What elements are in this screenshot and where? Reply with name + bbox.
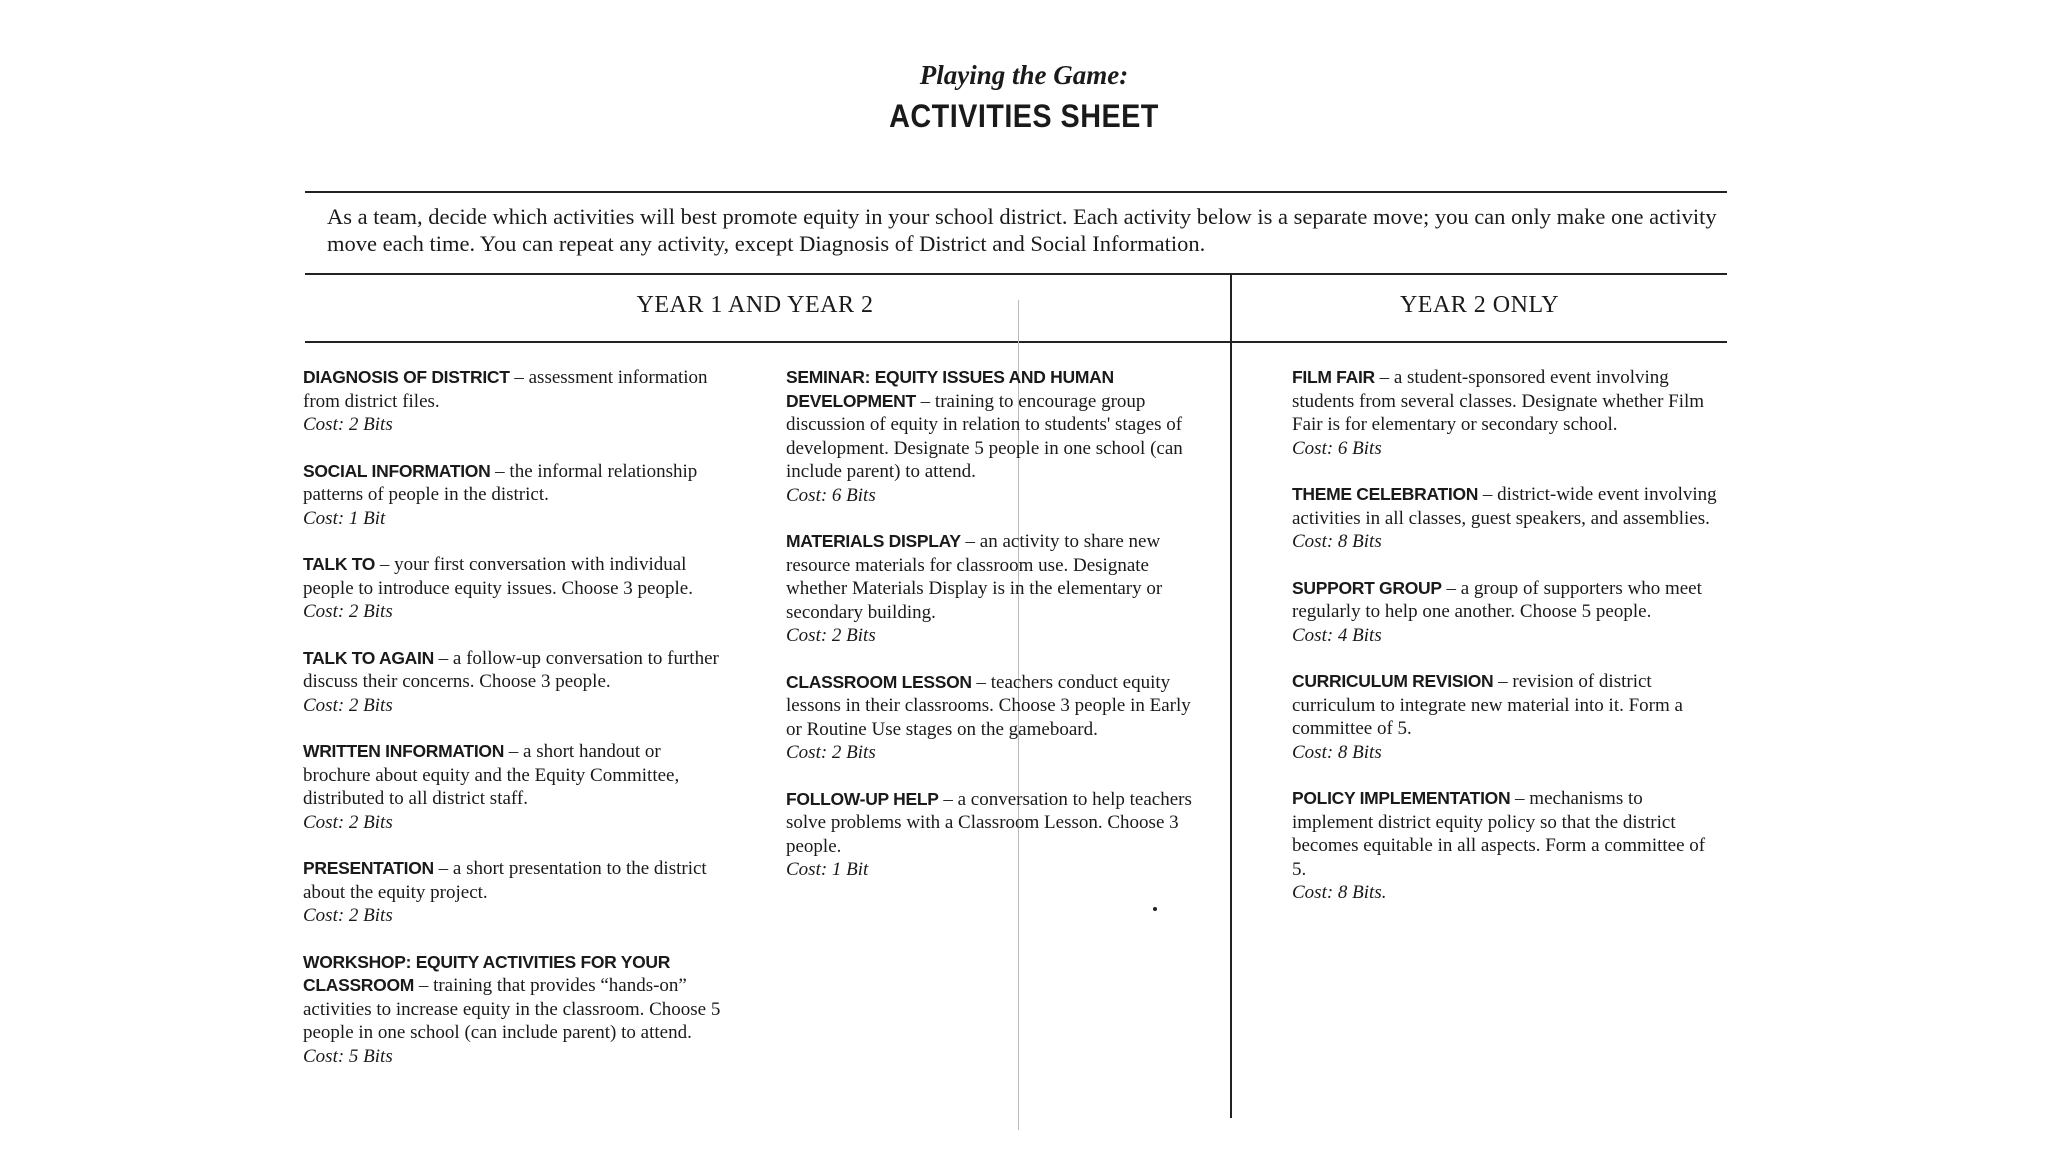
- activity-name: FILM FAIR: [1292, 367, 1375, 387]
- activity-name: CLASSROOM LESSON: [786, 671, 972, 692]
- activity-name: SEMINAR: EQUITY ISSUES AND HUMAN DEVELOPMENT: [786, 367, 1114, 411]
- activity-name: MATERIALS DISPLAY: [786, 531, 961, 551]
- activity-cost: Cost: 2 Bits: [303, 414, 393, 435]
- activity-item: POLICY IMPLEMENTATION – mechanisms to implement district equity policy so that the district becomes equitable in all aspects. Form a committee of 5. Cost: 8 Bits.: [1292, 787, 1722, 905]
- activity-cost: Cost: 6 Bits: [786, 484, 876, 506]
- activity-name: SOCIAL INFORMATION: [303, 460, 491, 481]
- column-3: [1292, 366, 1722, 928]
- activity-name: TALK TO AGAIN: [303, 647, 434, 668]
- activity-name: TALK TO: [303, 554, 376, 574]
- activity-description: revision of district curriculum to integrate new material into it. Form a committee of 5.: [1292, 671, 1683, 739]
- activity-name: THEME CELEBRATION: [1292, 484, 1479, 504]
- activity-description: mechanisms to implement district equity policy so that the district becomes equitable in all aspects. Form a committee of 5.: [1292, 788, 1706, 880]
- activity-item: DIAGNOSIS OF DISTRICT – assessment information from district files. Cost: 2 Bits: [303, 366, 733, 437]
- activity-description: a student-sponsored event involving students from several classes. Designate whether Film Fair is for elementary or secondary school.: [1292, 367, 1705, 435]
- activity-description: training that provides “hands-on” activities to increase equity in the classroom. Choose 5 people in one school (can include parent) to attend.: [303, 975, 721, 1043]
- activity-name: FOLLOW-UP HELP: [786, 788, 939, 809]
- activity-cost: Cost: 8 Bits: [1292, 531, 1382, 552]
- activity-cost: Cost: 1 Bit: [303, 507, 386, 529]
- activity-item: SOCIAL INFORMATION – the informal relationship patterns of people in the district. Cost: 1 Bit: [303, 460, 733, 531]
- activity-description: your first conversation with individual people to introduce equity issues. Choose 3 people.: [303, 554, 693, 599]
- activity-item: FOLLOW-UP HELP – a conversation to help teachers solve problems with a Classroom Lesson. Choose 3 people. Cost: 1 Bit: [786, 788, 1206, 882]
- activity-cost: Cost: 2 Bits: [303, 694, 393, 716]
- activity-name: PRESENTATION: [303, 858, 434, 878]
- speck: [1153, 907, 1157, 911]
- activity-cost: Cost: 5 Bits: [303, 1045, 393, 1067]
- activity-description: training to encourage group discussion of equity in relation to students' stages of development. Designate 5 people in one school (can include parent) to attend.: [786, 390, 1183, 482]
- activity-cost: Cost: 2 Bits: [786, 742, 876, 763]
- activity-name: DIAGNOSIS OF DISTRICT: [303, 367, 510, 387]
- activity-description: a group of supporters who meet regularly to help one another. Choose 5 people.: [1292, 577, 1702, 622]
- activity-description: the informal relationship patterns of people in the district.: [303, 460, 698, 505]
- activity-cost: Cost: 4 Bits: [1292, 624, 1382, 646]
- activity-item: THEME CELEBRATION – district-wide event involving activities in all classes, guest speakers, and assemblies. Cost: 8 Bits: [1292, 483, 1722, 554]
- activity-item: CURRICULUM REVISION – revision of district curriculum to integrate new material into it. Form a committee of 5. Cost: 8 Bits: [1292, 670, 1722, 764]
- column-1: [303, 366, 733, 1091]
- activity-description: an activity to share new resource materials for classroom use. Designate whether Materials Display is in the elementary or secondary building.: [786, 531, 1163, 623]
- activity-description: a short presentation to the district about the equity project.: [303, 858, 707, 903]
- heading-year1-year2: YEAR 1 AND YEAR 2: [636, 292, 874, 318]
- header-top-rule: [305, 273, 1727, 275]
- header-bottom-rule: [305, 341, 1727, 343]
- subtitle: Playing the Game:: [919, 60, 1129, 90]
- activity-description: a conversation to help teachers solve problems with a Classroom Lesson. Choose 3 people.: [786, 788, 1192, 857]
- activity-item: CLASSROOM LESSON – teachers conduct equity lessons in their classrooms. Choose 3 people in Early or Routine Use stages on the gameboard. Cost: 2 Bits: [786, 671, 1206, 765]
- activity-name: WORKSHOP: EQUITY ACTIVITIES FOR YOUR CLASSROOM: [303, 951, 671, 995]
- activity-description: assessment information from district files.: [303, 367, 708, 412]
- activity-item: PRESENTATION – a short presentation to the district about the equity project. Cost: 2 Bits: [303, 857, 733, 928]
- activity-name: WRITTEN INFORMATION: [303, 741, 505, 761]
- activity-item: WRITTEN INFORMATION – a short handout or brochure about equity and the Equity Committee, distributed to all district staff. Cost: 2 Bits: [303, 740, 733, 834]
- activity-item: WORKSHOP: EQUITY ACTIVITIES FOR YOUR CLASSROOM – training that provides “hands-on” activities to increase equity in the classroom. Choose 5 people in one school (can include parent) to attend. Cost: 5 Bits: [303, 951, 733, 1069]
- top-rule: [305, 191, 1727, 193]
- activity-cost: Cost: 1 Bit: [786, 859, 869, 880]
- activity-name: CURRICULUM REVISION: [1292, 671, 1494, 691]
- activity-item: TALK TO – your first conversation with individual people to introduce equity issues. Choose 3 people. Cost: 2 Bits: [303, 553, 733, 624]
- activity-item: SEMINAR: EQUITY ISSUES AND HUMAN DEVELOPMENT – training to encourage group discussion of equity in relation to students' stages of development. Designate 5 people in one school (can include parent) to attend. Cost: 6 Bits: [786, 366, 1206, 507]
- activity-item: TALK TO AGAIN – a follow-up conversation to further discuss their concerns. Choose 3 people. Cost: 2 Bits: [303, 647, 733, 718]
- activity-description: district-wide event involving activities in all classes, guest speakers, and assemblies.: [1292, 484, 1717, 529]
- activity-name: POLICY IMPLEMENTATION: [1292, 788, 1511, 808]
- intro-text: As a team, decide which activities will best promote equity in your school district. Each activity below is a separate move; you can only make one activity move each time. You can repeat any activity, except Diagnosis of District and Social Information.: [327, 204, 1717, 256]
- activity-cost: Cost: 2 Bits: [786, 625, 876, 646]
- heading-year2-only: YEAR 2 ONLY: [1399, 292, 1560, 318]
- activity-cost: Cost: 6 Bits: [1292, 437, 1382, 459]
- activity-description: a short handout or brochure about equity and the Equity Committee, distributed to all district staff.: [303, 741, 680, 809]
- activity-cost: Cost: 8 Bits.: [1292, 882, 1387, 903]
- activity-cost: Cost: 2 Bits: [303, 601, 393, 622]
- activity-cost: Cost: 2 Bits: [303, 811, 393, 833]
- activity-cost: Cost: 2 Bits: [303, 905, 393, 926]
- activity-item: MATERIALS DISPLAY – an activity to share new resource materials for classroom use. Designate whether Materials Display is in the elementary or secondary building. Cost: 2 Bits: [786, 530, 1206, 648]
- column-divider: [1230, 273, 1232, 1118]
- activity-item: FILM FAIR – a student-sponsored event involving students from several classes. Designate whether Film Fair is for elementary or secondary school. Cost: 6 Bits: [1292, 366, 1722, 460]
- column-2: [786, 366, 1206, 905]
- activity-cost: Cost: 8 Bits: [1292, 741, 1382, 763]
- activity-description: teachers conduct equity lessons in their classrooms. Choose 3 people in Early or Routine Use stages on the gameboard.: [786, 671, 1191, 740]
- activity-description: a follow-up conversation to further discuss their concerns. Choose 3 people.: [303, 647, 719, 692]
- page-title: ACTIVITIES SHEET: [889, 98, 1159, 134]
- activity-item: SUPPORT GROUP – a group of supporters who meet regularly to help one another. Choose 5 people. Cost: 4 Bits: [1292, 577, 1722, 648]
- activity-name: SUPPORT GROUP: [1292, 577, 1442, 598]
